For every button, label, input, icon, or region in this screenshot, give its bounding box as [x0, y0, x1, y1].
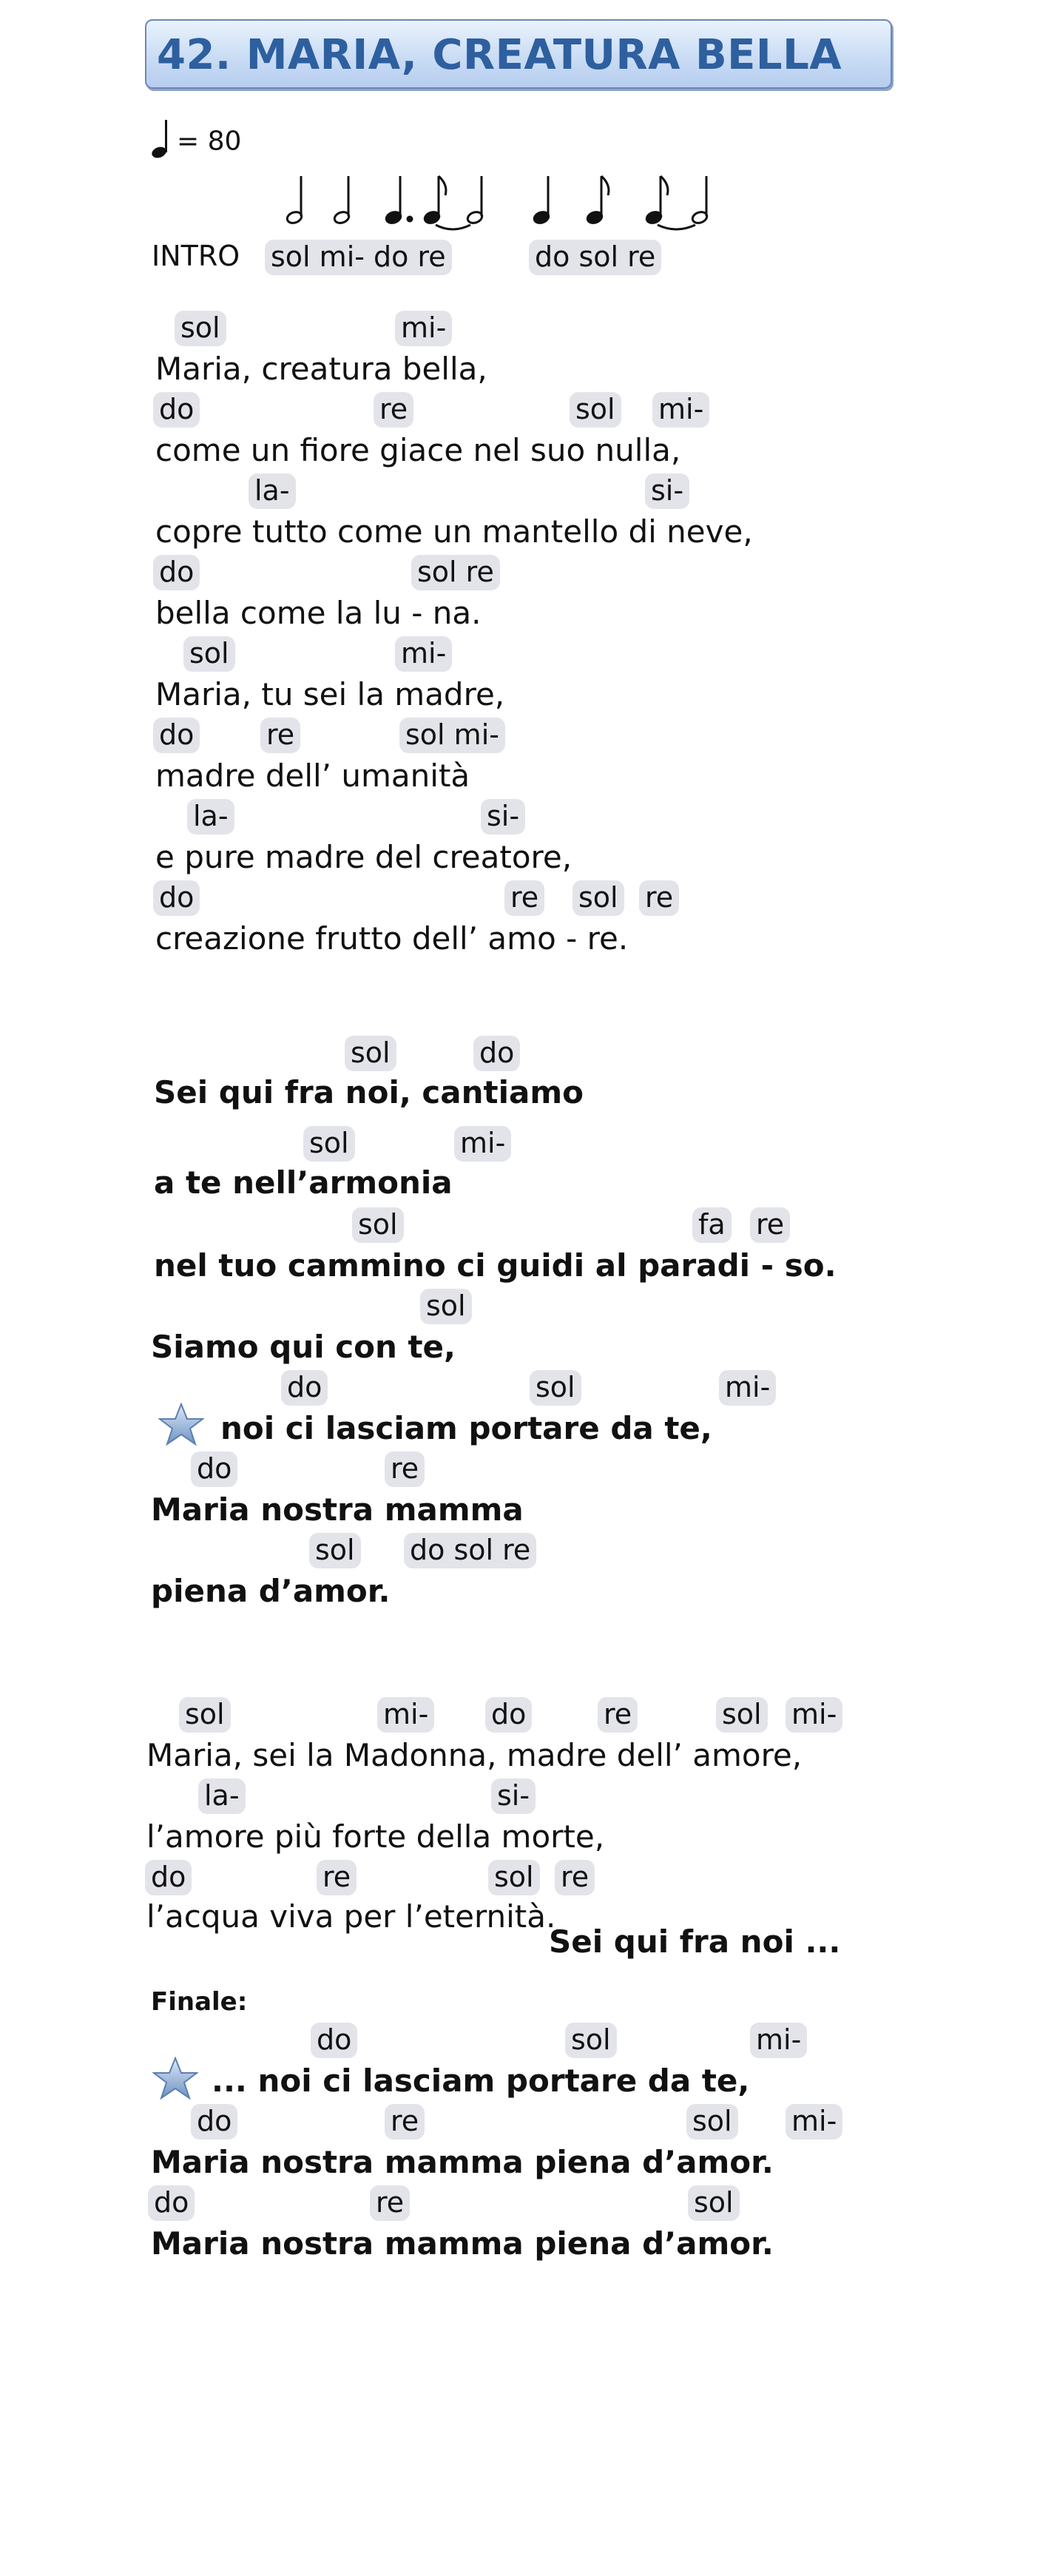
lyric-line: come un fiore giace nel suo nulla, — [155, 432, 681, 468]
chord: do sol re — [404, 1533, 536, 1568]
chord: mi- — [377, 1697, 434, 1733]
chord: la- — [198, 1778, 246, 1814]
chord: sol — [420, 1289, 472, 1324]
chord: mi- — [652, 392, 709, 428]
chord: do — [153, 392, 200, 428]
quarter-note-icon — [152, 118, 171, 166]
chord: fa — [692, 1207, 732, 1243]
lyric-line: Maria, tu sei la madre, — [155, 676, 505, 712]
chord: re — [504, 880, 544, 916]
chord: sol — [572, 880, 624, 916]
intro-rhythm-notation — [284, 172, 757, 231]
chord: sol — [345, 1036, 396, 1071]
title-banner — [145, 19, 892, 89]
chord: mi- — [750, 2023, 807, 2058]
lyric-line: creazione frutto dell’ amo - re. — [155, 920, 629, 957]
chord: do — [145, 1860, 192, 1895]
star-icon — [152, 2057, 198, 2104]
chord: do — [153, 880, 200, 916]
finale-line: Maria nostra mamma piena d’amor. — [151, 2144, 774, 2180]
chord: re — [555, 1860, 595, 1895]
chord: do — [191, 1451, 237, 1487]
chord: mi- — [395, 311, 452, 346]
chord: re — [260, 718, 300, 753]
chord: do sol re — [529, 240, 661, 275]
lyric-line: bella come la lu - na. — [155, 595, 482, 631]
chord: sol — [686, 2104, 738, 2140]
chord: sol mi- — [399, 718, 505, 753]
chord: sol re — [411, 555, 500, 590]
lyric-line: Maria, sei la Madonna, madre dell’ amore, — [146, 1737, 803, 1773]
chord: sol — [716, 1697, 768, 1733]
chord: sol — [488, 1860, 540, 1895]
chord: do — [281, 1370, 328, 1406]
chord: sol — [179, 1697, 231, 1733]
chorus-line: Sei qui fra noi, cantiamo — [154, 1074, 584, 1110]
chord: do — [153, 718, 200, 753]
lyric-line: Maria, creatura bella, — [155, 351, 487, 387]
lyric-line: l’amore più forte della morte, — [146, 1818, 605, 1855]
chord: sol — [530, 1370, 581, 1406]
chord: si- — [645, 473, 689, 509]
chord: re — [598, 1697, 638, 1733]
chord: sol — [309, 1533, 361, 1568]
chord: mi- — [454, 1126, 511, 1161]
lyric-line: copre tutto come un mantello di neve, — [155, 513, 753, 550]
chord: sol mi- do re — [265, 240, 452, 275]
chord: re — [370, 2185, 410, 2221]
chorus-line: Siamo qui con te, — [151, 1329, 456, 1365]
chord: mi- — [786, 1697, 842, 1733]
chorus-line: nel tuo cammino ci guidi al paradi - so. — [154, 1247, 837, 1284]
chord: do — [148, 2185, 195, 2221]
chord: si- — [481, 799, 525, 834]
lyric-line: l’acqua viva per l’eternità. — [146, 1898, 556, 1935]
tempo-marking — [152, 118, 241, 166]
chord: sol — [352, 1207, 404, 1243]
chord: do — [191, 2104, 237, 2140]
chorus-line: piena d’amor. — [151, 1573, 391, 1609]
intro-label: INTRO — [152, 240, 240, 272]
chord: re — [374, 392, 413, 428]
song-title: 42. MARIA, CREATURA BELLA — [157, 31, 842, 79]
chord: sol — [570, 392, 621, 428]
chord: re — [385, 2104, 425, 2140]
chord: la- — [187, 799, 234, 834]
chorus-line: noi ci lasciam portare da te, — [220, 1410, 712, 1446]
chord: re — [639, 880, 679, 916]
chord: do — [473, 1036, 520, 1071]
chord: do — [311, 2023, 357, 2058]
chord: do — [153, 555, 200, 590]
lyric-line: e pure madre del creatore, — [155, 839, 572, 875]
chord: sol — [565, 2023, 617, 2058]
chord: sol — [688, 2185, 740, 2221]
chorus-line: Maria nostra mamma — [151, 1491, 524, 1528]
chord: sol — [183, 636, 235, 672]
chord: re — [317, 1860, 357, 1895]
star-icon — [158, 1403, 204, 1450]
finale-label: Finale: — [151, 1987, 248, 2017]
lyric-line: madre dell’ umanità — [155, 758, 470, 794]
chord: sol — [303, 1126, 355, 1161]
chord: la- — [249, 473, 296, 509]
chord: do — [485, 1697, 532, 1733]
chord: re — [385, 1451, 425, 1487]
chord: mi- — [786, 2104, 842, 2140]
finale-line: Maria nostra mamma piena d’amor. — [151, 2225, 774, 2262]
refrain-cue: Sei qui fra noi ... — [549, 1923, 841, 1960]
chord: re — [750, 1207, 790, 1243]
chord: mi- — [395, 636, 452, 672]
chord: sol — [175, 311, 226, 346]
chord: si- — [491, 1778, 536, 1814]
chorus-line: a te nell’armonia — [154, 1164, 453, 1201]
finale-line: ... noi ci lasciam portare da te, — [212, 2063, 750, 2099]
tempo-value: = 80 — [177, 126, 242, 157]
chord: mi- — [719, 1370, 776, 1406]
intro-rhythm — [284, 172, 757, 234]
